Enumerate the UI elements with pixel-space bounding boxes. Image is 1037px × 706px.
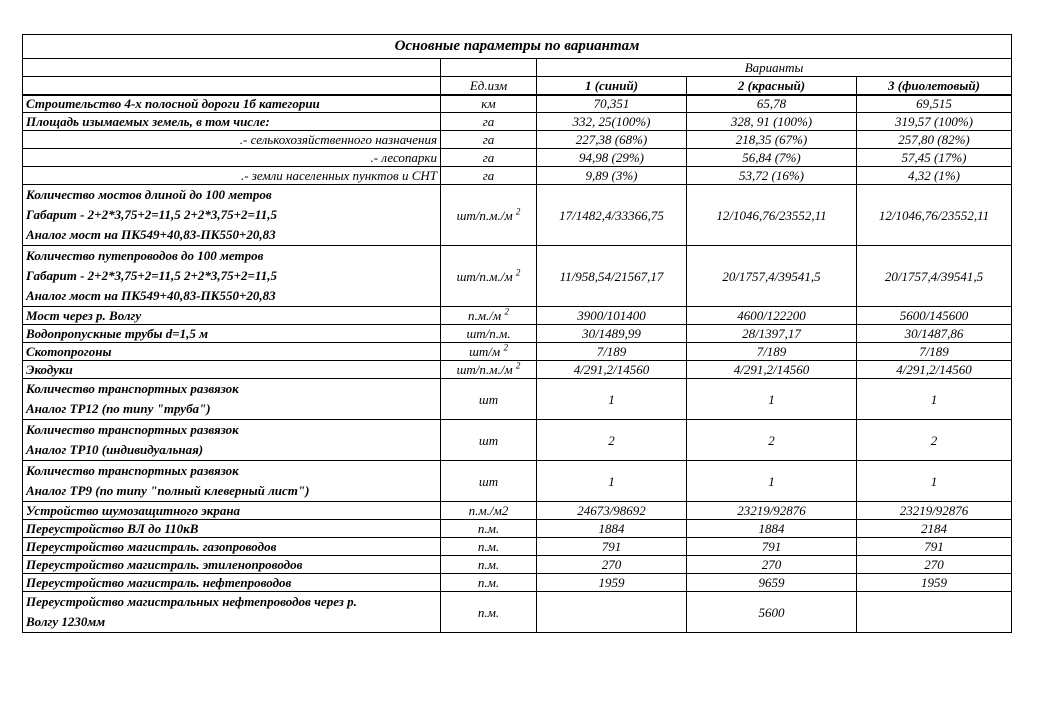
row-label-line: Строительство 4-х полосной дороги 1б категории [26, 96, 320, 112]
unit-cell [441, 502, 537, 520]
row-label-line: Количество мостов длиной до 100 метров [26, 187, 272, 202]
variant-3-value: 57,45 (17%) [857, 149, 1012, 167]
header-empty-cell [23, 59, 441, 77]
unit-cell [441, 420, 537, 461]
table-row [23, 131, 1012, 149]
variant-2-value: 1884 [687, 520, 857, 538]
variant-2-header: 2 (красный) [687, 77, 857, 95]
row-label-line: Мост через р. Волгу [26, 308, 142, 323]
variant-2-value: 23219/92876 [687, 502, 857, 520]
table-row [23, 246, 1012, 307]
table-row [23, 185, 1012, 246]
variant-1-value: 3900/101400 [537, 307, 687, 325]
row-label-line: Водопропускные трубы d=1,5 м [26, 326, 209, 341]
unit-header: Ед.изм [441, 77, 537, 95]
variant-2-value: 9659 [687, 574, 857, 592]
variant-3-value: 12/1046,76/23552,11 [857, 185, 1012, 246]
variant-1-value: 332, 25(100%) [537, 113, 687, 131]
row-label [23, 379, 441, 420]
variant-3-value: 5600/145600 [857, 307, 1012, 325]
title-row [23, 35, 1012, 59]
variant-3-value: 2 [857, 420, 1012, 461]
table-row [23, 556, 1012, 574]
unit-superscript: 2 [504, 306, 509, 317]
variant-2-value: 1 [687, 379, 857, 420]
row-label-line: Площадь изымаемых земель, в том числе: [26, 114, 270, 129]
unit-text: шт [478, 473, 499, 489]
variant-3-value: 4/291,2/14560 [857, 361, 1012, 379]
variant-1-value: 227,38 (68%) [537, 131, 687, 149]
header-row-variants [23, 59, 1012, 77]
row-label [23, 556, 441, 574]
table-row [23, 343, 1012, 361]
table-row [23, 167, 1012, 185]
unit-superscript: 2 [515, 206, 521, 217]
row-label-line: .- селькохозяйственного назначения [239, 132, 437, 147]
variant-1-value: 7/189 [537, 343, 687, 361]
variant-2-value: 65,78 [687, 95, 857, 113]
variant-1-value: 17/1482,4/33366,75 [537, 185, 687, 246]
unit-cell [441, 131, 537, 149]
row-label-line: Переустройство ВЛ до 110кВ [26, 521, 199, 536]
unit-cell [441, 95, 537, 113]
row-label-line: Количество путепроводов до 100 метров [26, 248, 264, 263]
variant-2-value: 53,72 (16%) [687, 167, 857, 185]
variant-3-value: 23219/92876 [857, 502, 1012, 520]
variant-2-value: 4/291,2/14560 [687, 361, 857, 379]
variants-header: Варианты [537, 59, 1012, 77]
unit-cell [441, 307, 537, 325]
row-label-line: Количество транспортных развязок [26, 422, 239, 437]
unit-cell [441, 167, 537, 185]
row-label-line: Волгу 1230мм [26, 614, 106, 629]
variant-2-value: 4600/122200 [687, 307, 857, 325]
row-label-line: Переустройство магистраль. этиленопроводов [26, 557, 303, 572]
row-label [23, 185, 441, 246]
variant-1-value: 70,351 [537, 95, 687, 113]
variant-2-value: 270 [687, 556, 857, 574]
row-label-line: Аналог мост на ПК549+40,83-ПК550+20,83 [26, 288, 276, 303]
unit-text: га [482, 150, 495, 165]
table-row [23, 307, 1012, 325]
unit-text: п.м./м [468, 308, 502, 323]
unit-superscript: 2 [515, 360, 521, 371]
unit-cell [441, 343, 537, 361]
row-label [23, 361, 441, 379]
variant-3-value: 1 [857, 461, 1012, 502]
variant-3-value: 69,515 [857, 95, 1012, 113]
unit-cell [441, 185, 537, 246]
variant-1-value: 4/291,2/14560 [537, 361, 687, 379]
row-label-line: Переустройство магистральных нефтепроводов через р. [26, 594, 357, 609]
unit-text: га [482, 114, 495, 129]
unit-cell [441, 113, 537, 131]
unit-text: га [482, 132, 495, 147]
row-label [23, 538, 441, 556]
unit-cell [441, 556, 537, 574]
unit-cell [441, 361, 537, 379]
row-label [23, 420, 441, 461]
variant-2-value: 1 [687, 461, 857, 502]
header-row-columns [23, 77, 1012, 95]
row-label-line: Габарит - 2+2*3,75+2=11,5 2+2*3,75+2=11,5 [26, 268, 277, 283]
variant-3-value: 791 [857, 538, 1012, 556]
row-label-line: Количество транспортных развязок [26, 381, 239, 396]
table-row [23, 149, 1012, 167]
unit-cell [441, 574, 537, 592]
row-label-line: Аналог мост на ПК549+40,83-ПК550+20,83 [26, 227, 276, 242]
row-label-line: Экодуки [26, 362, 73, 377]
row-label [23, 307, 441, 325]
variant-2-value: 328, 91 (100%) [687, 113, 857, 131]
row-label [23, 325, 441, 343]
table-title: Основные параметры по вариантам [23, 35, 1012, 59]
parameters-table [22, 34, 1012, 633]
variant-1-value: 24673/98692 [537, 502, 687, 520]
row-label [23, 502, 441, 520]
unit-cell [441, 325, 537, 343]
unit-text: га [482, 168, 495, 183]
table-row [23, 502, 1012, 520]
row-label [23, 95, 441, 113]
row-label-line: .- земли населенных пунктов и СНТ [241, 168, 437, 183]
row-label-line: Габарит - 2+2*3,75+2=11,5 2+2*3,75+2=11,5 [26, 207, 277, 222]
unit-text: шт/п.м./м [456, 268, 513, 284]
row-label [23, 574, 441, 592]
unit-text: п.м. [477, 575, 500, 590]
variant-1-value: 1 [537, 379, 687, 420]
unit-text: п.м. [477, 604, 500, 620]
unit-text: шт [478, 391, 499, 407]
row-label [23, 246, 441, 307]
variant-2-value: 56,84 (7%) [687, 149, 857, 167]
table-row [23, 113, 1012, 131]
table-row [23, 361, 1012, 379]
variant-3-value [857, 592, 1012, 633]
table-row [23, 325, 1012, 343]
unit-text: п.м. [477, 539, 500, 554]
unit-superscript: 2 [515, 267, 521, 278]
variant-1-value: 1959 [537, 574, 687, 592]
unit-cell [441, 246, 537, 307]
unit-text: шт [478, 432, 499, 448]
header-empty-cell [23, 77, 441, 95]
row-label-line: Аналог ТР10 (индивидуальная) [26, 442, 204, 457]
variant-2-value: 5600 [687, 592, 857, 633]
table-row [23, 592, 1012, 633]
variant-2-value: 791 [687, 538, 857, 556]
variant-2-value: 218,35 (67%) [687, 131, 857, 149]
row-label [23, 149, 441, 167]
row-label-line: Скотопрогоны [26, 344, 112, 359]
table-row [23, 379, 1012, 420]
unit-cell [441, 592, 537, 633]
row-label [23, 131, 441, 149]
variant-1-value: 94,98 (29%) [537, 149, 687, 167]
variant-1-value: 791 [537, 538, 687, 556]
row-label-line: Устройство шумозащитного экрана [26, 503, 241, 518]
row-label [23, 113, 441, 131]
variant-3-value: 7/189 [857, 343, 1012, 361]
table-row [23, 95, 1012, 113]
unit-cell [441, 149, 537, 167]
header-empty-cell [441, 59, 537, 77]
table-row [23, 420, 1012, 461]
unit-text: шт/м [469, 344, 501, 359]
row-label [23, 343, 441, 361]
variant-1-value: 30/1489,99 [537, 325, 687, 343]
variant-3-value: 1 [857, 379, 1012, 420]
row-label-line: .- лесопарки [370, 150, 437, 165]
variant-1-value: 270 [537, 556, 687, 574]
variant-1-value: 1884 [537, 520, 687, 538]
variant-3-header: 3 (фиолетовый) [857, 77, 1012, 95]
variant-1-value: 2 [537, 420, 687, 461]
unit-text: км [481, 96, 496, 112]
variant-1-value: 1 [537, 461, 687, 502]
variant-3-value: 4,32 (1%) [857, 167, 1012, 185]
variant-3-value: 1959 [857, 574, 1012, 592]
row-label [23, 167, 441, 185]
variant-2-value: 2 [687, 420, 857, 461]
unit-text: п.м. [477, 557, 500, 572]
unit-superscript: 2 [503, 342, 508, 353]
row-label-line: Переустройство магистраль. нефтепроводов [26, 575, 292, 590]
row-label-line: Аналог ТР9 (по типу "полный клеверный лист") [26, 483, 310, 498]
row-label [23, 592, 441, 633]
variant-2-value: 20/1757,4/39541,5 [687, 246, 857, 307]
unit-cell [441, 379, 537, 420]
row-label-line: Переустройство магистраль. газопроводов [26, 539, 277, 554]
table-row [23, 574, 1012, 592]
unit-text: шт/п.м./м [456, 207, 513, 223]
table-row [23, 461, 1012, 502]
unit-cell [441, 520, 537, 538]
unit-text: шт/п.м./м [456, 362, 513, 377]
variant-3-value: 20/1757,4/39541,5 [857, 246, 1012, 307]
unit-text: п.м./м2 [468, 503, 509, 518]
variant-1-value: 9,89 (3%) [537, 167, 687, 185]
variant-2-value: 12/1046,76/23552,11 [687, 185, 857, 246]
row-label [23, 520, 441, 538]
unit-text: шт/п.м. [466, 326, 511, 341]
variant-1-header: 1 (синий) [537, 77, 687, 95]
variant-1-value [537, 592, 687, 633]
unit-cell [441, 538, 537, 556]
variant-2-value: 7/189 [687, 343, 857, 361]
row-label-line: Количество транспортных развязок [26, 463, 239, 478]
variant-3-value: 319,57 (100%) [857, 113, 1012, 131]
variant-2-value: 28/1397,17 [687, 325, 857, 343]
variant-3-value: 257,80 (82%) [857, 131, 1012, 149]
row-label [23, 461, 441, 502]
row-label-line: Аналог ТР12 (по типу "труба") [26, 401, 211, 416]
table-row [23, 538, 1012, 556]
unit-cell [441, 461, 537, 502]
table-row [23, 520, 1012, 538]
variant-3-value: 270 [857, 556, 1012, 574]
unit-text: п.м. [477, 521, 500, 536]
variant-3-value: 2184 [857, 520, 1012, 538]
variant-3-value: 30/1487,86 [857, 325, 1012, 343]
variant-1-value: 11/958,54/21567,17 [537, 246, 687, 307]
table-body [23, 35, 1012, 633]
